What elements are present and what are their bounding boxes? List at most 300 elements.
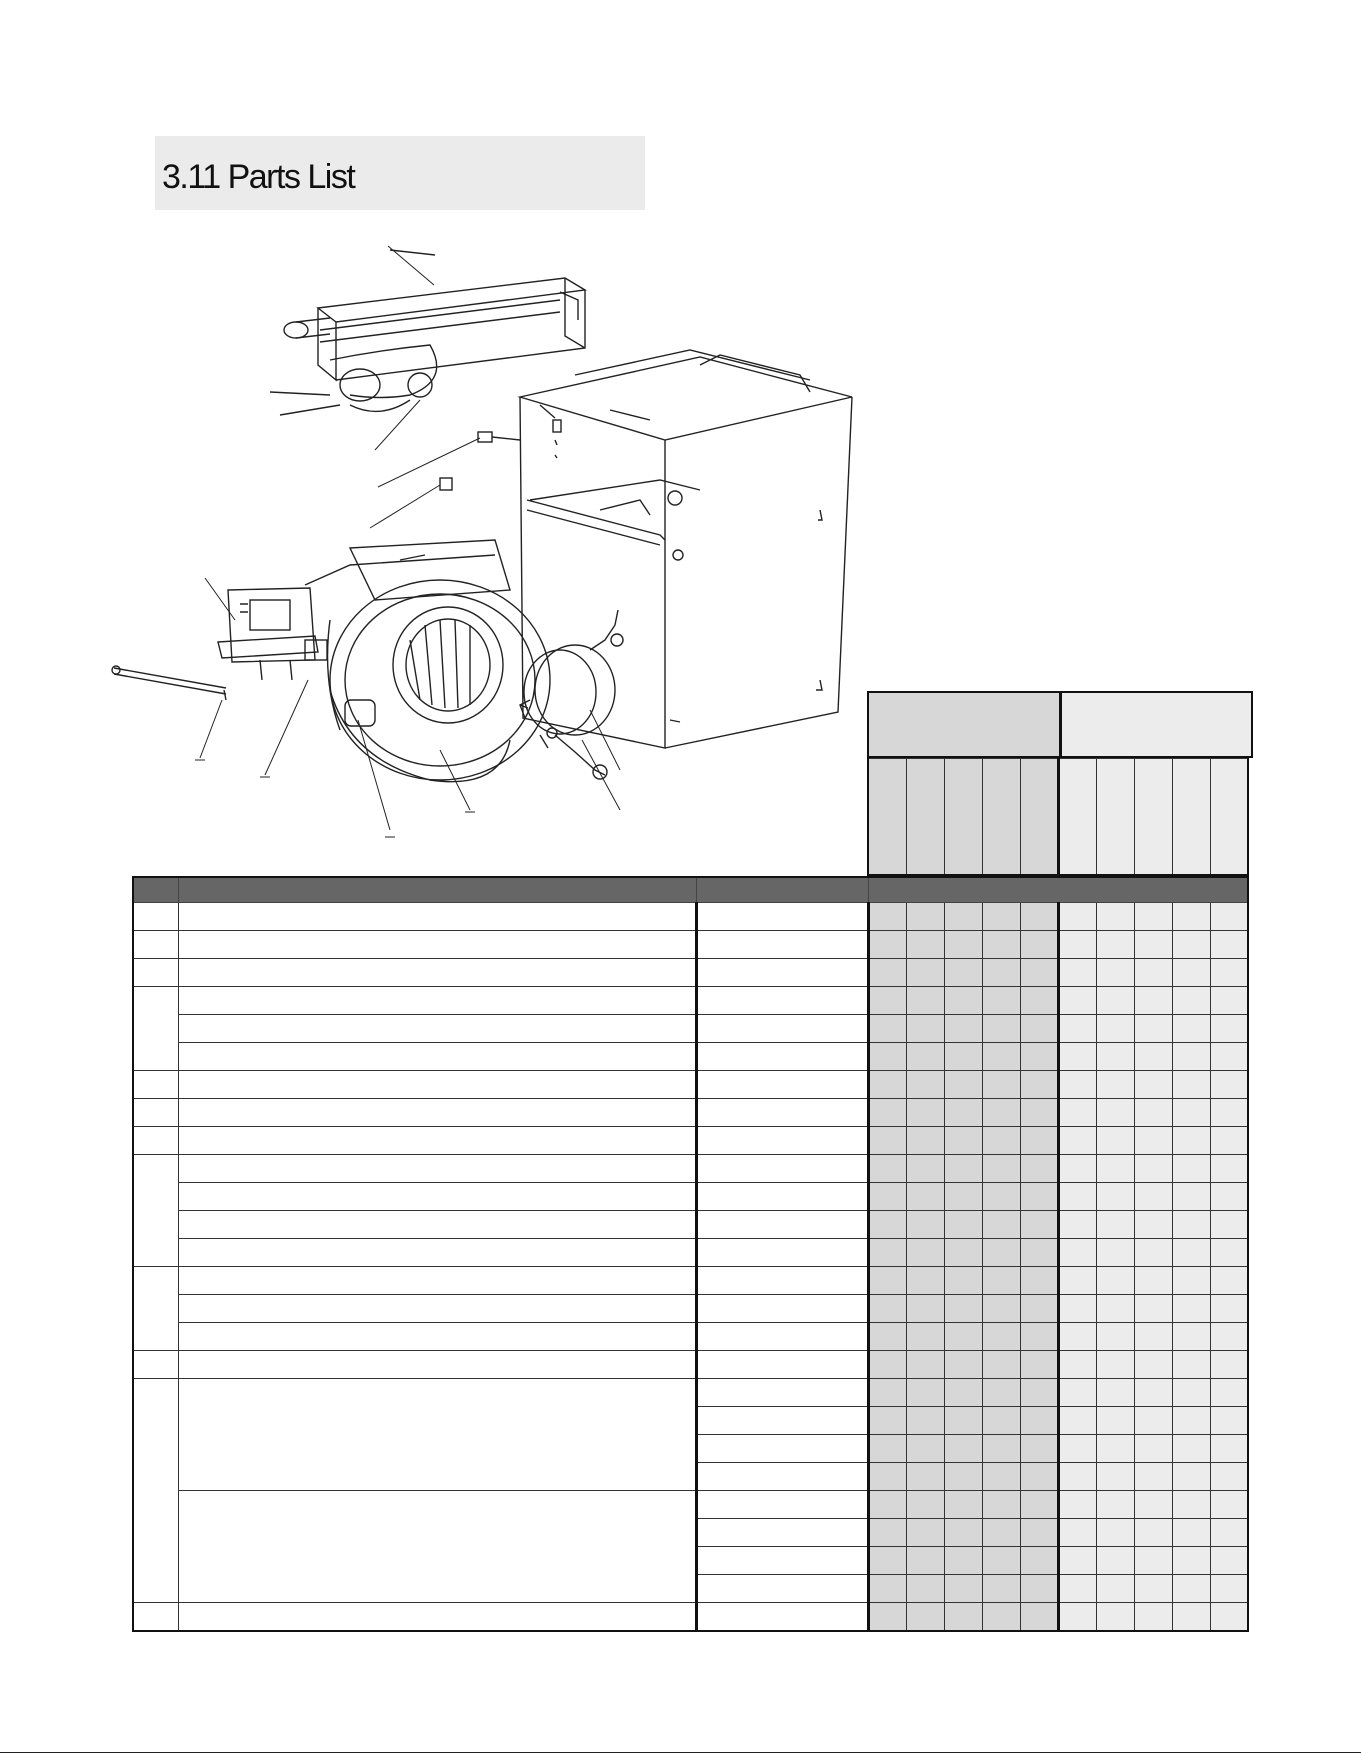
part-number-cell [696, 959, 868, 987]
model-cell [944, 1407, 982, 1435]
part-number-cell [696, 1071, 868, 1099]
part-number-cell [696, 1155, 868, 1183]
model-cell [1210, 903, 1248, 931]
description-cell [178, 1211, 696, 1239]
model-cell [1172, 1575, 1210, 1603]
part-number-cell [696, 1519, 868, 1547]
model-cell [1210, 1603, 1248, 1632]
model-cell [868, 1379, 906, 1407]
model-cell [1134, 1351, 1172, 1379]
part-number-cell [696, 1379, 868, 1407]
model-cell [1096, 1043, 1134, 1071]
model-cell [982, 1379, 1020, 1407]
model-cell [1058, 1463, 1096, 1491]
model-cell [1096, 1127, 1134, 1155]
model-column [1020, 759, 1058, 875]
model-cell [868, 931, 906, 959]
model-cell [1058, 1323, 1096, 1351]
model-cell [1172, 1211, 1210, 1239]
model-cell [1134, 959, 1172, 987]
model-cell [1096, 931, 1134, 959]
model-cell [1020, 987, 1058, 1015]
model-cell [982, 931, 1020, 959]
description-cell [178, 1491, 696, 1603]
model-cell [1210, 1435, 1248, 1463]
item-number-cell [133, 931, 178, 959]
model-cell [1134, 1519, 1172, 1547]
model-cell [1172, 959, 1210, 987]
model-cell [1134, 1491, 1172, 1519]
model-cell [944, 1547, 982, 1575]
part-number-cell [696, 1351, 868, 1379]
model-cell [944, 1295, 982, 1323]
model-cell [944, 1099, 982, 1127]
part-number-cell [696, 1043, 868, 1071]
model-cell [1020, 1183, 1058, 1211]
model-cell [1210, 1575, 1248, 1603]
model-cell [1058, 1043, 1096, 1071]
model-cell [1020, 1043, 1058, 1071]
item-number-cell [133, 903, 178, 931]
model-cell [982, 1575, 1020, 1603]
model-cell [982, 1407, 1020, 1435]
table-row [133, 1491, 1248, 1519]
model-cell [868, 1491, 906, 1519]
model-cell [906, 1603, 944, 1632]
model-cell [982, 1015, 1020, 1043]
model-cell [982, 1351, 1020, 1379]
model-cell [906, 1211, 944, 1239]
table-row [133, 1211, 1248, 1239]
table-row [133, 1155, 1248, 1183]
table-row [133, 1323, 1248, 1351]
model-cell [982, 1547, 1020, 1575]
part-number-cell [696, 1211, 868, 1239]
footer-rule [0, 1752, 1361, 1753]
model-cell [906, 1015, 944, 1043]
table-row [133, 1183, 1248, 1211]
model-cell [1134, 1603, 1172, 1632]
model-cell [982, 1071, 1020, 1099]
model-cell [982, 1603, 1020, 1632]
model-cell [1020, 1435, 1058, 1463]
model-cell [1020, 1519, 1058, 1547]
model-cell [944, 1603, 982, 1632]
model-cell [1134, 1071, 1172, 1099]
model-cell [1058, 1547, 1096, 1575]
model-cell [1210, 1211, 1248, 1239]
model-cell [868, 1519, 906, 1547]
model-cell [982, 987, 1020, 1015]
model-cell [944, 1379, 982, 1407]
model-cell [944, 1043, 982, 1071]
model-cell [1096, 1351, 1134, 1379]
model-cell [906, 1295, 944, 1323]
model-cell [1058, 1435, 1096, 1463]
table-row [133, 959, 1248, 987]
part-number-cell [696, 903, 868, 931]
model-cell [1210, 1351, 1248, 1379]
callout-leaders [195, 246, 620, 837]
item-number-cell [133, 1127, 178, 1155]
model-cell [1172, 1603, 1210, 1632]
part-number-cell [696, 1547, 868, 1575]
model-cell [868, 959, 906, 987]
model-cell [1096, 1239, 1134, 1267]
model-cell [1020, 1407, 1058, 1435]
description-cell [178, 1015, 696, 1043]
model-cell [906, 1351, 944, 1379]
model-cell [1210, 1043, 1248, 1071]
description-cell [178, 1267, 696, 1295]
part-number-cell [696, 1239, 868, 1267]
description-cell [178, 1239, 696, 1267]
model-cell [944, 959, 982, 987]
model-cell [1096, 1099, 1134, 1127]
control-box [218, 588, 327, 680]
model-column [982, 759, 1020, 875]
model-cell [1020, 1239, 1058, 1267]
evaporator-coil [270, 250, 585, 415]
model-cell [944, 1183, 982, 1211]
model-cell [868, 1127, 906, 1155]
model-cell [1134, 1379, 1172, 1407]
parts-list-table [132, 876, 1249, 1632]
model-cell [1096, 903, 1134, 931]
model-cell [1134, 1323, 1172, 1351]
model-cell [1172, 931, 1210, 959]
model-column [906, 759, 944, 875]
model-cell [868, 1435, 906, 1463]
part-number-cell [696, 1015, 868, 1043]
description-cell [178, 1351, 696, 1379]
table-row [133, 1015, 1248, 1043]
model-cell [1172, 1323, 1210, 1351]
part-number-cell [696, 987, 868, 1015]
model-column [944, 759, 982, 875]
part-number-cell [696, 1491, 868, 1519]
model-cell [1172, 1155, 1210, 1183]
model-cell [906, 959, 944, 987]
table-row [133, 1267, 1248, 1295]
model-cell [1058, 1519, 1096, 1547]
model-cell [1210, 1183, 1248, 1211]
model-cell [868, 1323, 906, 1351]
model-cell [1096, 1575, 1134, 1603]
model-cell [944, 1575, 982, 1603]
model-cell [1134, 987, 1172, 1015]
model-cell [1020, 1603, 1058, 1632]
model-cell [1172, 1099, 1210, 1127]
model-cell [1134, 1295, 1172, 1323]
model-cell [1172, 1239, 1210, 1267]
table-row [133, 1603, 1248, 1632]
model-cell [1172, 1463, 1210, 1491]
model-cell [982, 1295, 1020, 1323]
model-cell [982, 1519, 1020, 1547]
model-cell [1020, 1211, 1058, 1239]
table-row [133, 1099, 1248, 1127]
model-cell [944, 1211, 982, 1239]
model-cell [982, 1463, 1020, 1491]
description-cell [178, 1295, 696, 1323]
model-cell [944, 931, 982, 959]
table-row [133, 1379, 1248, 1407]
model-cell [1096, 1435, 1134, 1463]
model-cell [906, 1127, 944, 1155]
part-number-cell [696, 1127, 868, 1155]
item-number-cell [133, 1267, 178, 1351]
model-cell [1096, 1211, 1134, 1239]
model-cell [1210, 1519, 1248, 1547]
model-cell [1096, 1323, 1134, 1351]
model-cell [868, 1183, 906, 1211]
model-cell [944, 1071, 982, 1099]
header-models [868, 877, 1248, 903]
item-number-cell [133, 1071, 178, 1099]
model-cell [868, 1043, 906, 1071]
model-cell [1210, 1547, 1248, 1575]
model-cell [982, 959, 1020, 987]
model-cell [1210, 959, 1248, 987]
model-cell [1210, 1267, 1248, 1295]
model-cell [1020, 1379, 1058, 1407]
model-cell [1210, 1323, 1248, 1351]
model-cell [1058, 1155, 1096, 1183]
model-cell [1020, 1491, 1058, 1519]
model-cell [1058, 1379, 1096, 1407]
model-cell [982, 1211, 1020, 1239]
table-row [133, 1043, 1248, 1071]
model-cell [1096, 1491, 1134, 1519]
model-cell [1096, 1519, 1134, 1547]
model-cell [1134, 1463, 1172, 1491]
model-cell [1172, 1491, 1210, 1519]
model-cell [1020, 1295, 1058, 1323]
model-cell [1096, 987, 1134, 1015]
model-cell [982, 1099, 1020, 1127]
model-cell [1134, 1435, 1172, 1463]
table-row [133, 1295, 1248, 1323]
model-cell [1172, 1183, 1210, 1211]
model-cell [982, 1491, 1020, 1519]
model-column [1172, 759, 1210, 875]
model-cell [1058, 1127, 1096, 1155]
model-cell [868, 1071, 906, 1099]
model-cell [1210, 1295, 1248, 1323]
model-cell [1058, 1575, 1096, 1603]
model-column [1096, 759, 1134, 875]
model-cell [944, 1127, 982, 1155]
model-cell [868, 987, 906, 1015]
part-number-cell [696, 1295, 868, 1323]
model-cell [1134, 1127, 1172, 1155]
model-cell [1210, 1155, 1248, 1183]
description-cell [178, 1043, 696, 1071]
model-cell [1134, 1239, 1172, 1267]
model-cell [1020, 1323, 1058, 1351]
model-cell [1096, 959, 1134, 987]
model-cell [944, 1491, 982, 1519]
model-cell [906, 1323, 944, 1351]
model-cell [906, 1463, 944, 1491]
model-cell [982, 1155, 1020, 1183]
model-cell [1020, 1071, 1058, 1099]
model-cell [982, 1267, 1020, 1295]
model-cell [1172, 1407, 1210, 1435]
model-column [1134, 759, 1172, 875]
model-cell [1058, 959, 1096, 987]
model-cell [1134, 1043, 1172, 1071]
model-cell [906, 1547, 944, 1575]
model-cell [868, 1099, 906, 1127]
item-number-cell [133, 959, 178, 987]
model-cell [982, 1239, 1020, 1267]
model-cell [944, 903, 982, 931]
model-cell [906, 1519, 944, 1547]
model-cell [1096, 1603, 1134, 1632]
description-cell [178, 987, 696, 1015]
table-header-row [133, 877, 1248, 903]
model-cell [906, 931, 944, 959]
model-cell [982, 1127, 1020, 1155]
model-columns-header [867, 691, 1253, 758]
model-cell [906, 1267, 944, 1295]
model-cell [1172, 1015, 1210, 1043]
model-cell [906, 1099, 944, 1127]
model-cell [1020, 1155, 1058, 1183]
model-cell [1020, 959, 1058, 987]
model-cell [868, 903, 906, 931]
model-cell [1058, 1239, 1096, 1267]
model-cell [868, 1351, 906, 1379]
model-cell [1058, 1295, 1096, 1323]
description-cell [178, 1127, 696, 1155]
part-number-cell [696, 1463, 868, 1491]
model-cell [982, 1435, 1020, 1463]
model-cell [906, 1575, 944, 1603]
model-cell [944, 987, 982, 1015]
blower-motor [520, 610, 623, 779]
item-number-cell [133, 1099, 178, 1127]
model-cell [1020, 1547, 1058, 1575]
model-cell [1096, 1295, 1134, 1323]
model-columns-subheader [867, 758, 1249, 876]
model-cell [868, 1015, 906, 1043]
model-cell [1172, 1519, 1210, 1547]
description-cell [178, 1099, 696, 1127]
part-number-cell [696, 1099, 868, 1127]
model-cell [1020, 1351, 1058, 1379]
model-cell [868, 1295, 906, 1323]
model-cell [1134, 1183, 1172, 1211]
model-cell [868, 1603, 906, 1632]
model-cell [1172, 1043, 1210, 1071]
model-cell [944, 1323, 982, 1351]
model-cell [1134, 931, 1172, 959]
item-number-cell [133, 1603, 178, 1632]
model-cell [1020, 903, 1058, 931]
description-cell [178, 1183, 696, 1211]
model-cell [1134, 1575, 1172, 1603]
part-number-cell [696, 1183, 868, 1211]
model-cell [906, 1407, 944, 1435]
model-cell [868, 1155, 906, 1183]
model-cell [1210, 1127, 1248, 1155]
item-number-cell [133, 987, 178, 1071]
item-number-cell [133, 1155, 178, 1267]
model-group-b-header [1060, 692, 1252, 757]
model-cell [1058, 1603, 1096, 1632]
header-description [178, 877, 696, 903]
description-cell [178, 1323, 696, 1351]
model-cell [1134, 1267, 1172, 1295]
model-cell [1058, 1267, 1096, 1295]
model-cell [1210, 1463, 1248, 1491]
model-cell [1210, 987, 1248, 1015]
model-cell [1134, 1155, 1172, 1183]
part-number-cell [696, 1267, 868, 1295]
model-cell [1134, 1547, 1172, 1575]
model-cell [1058, 987, 1096, 1015]
model-cell [1096, 1155, 1134, 1183]
description-cell [178, 1071, 696, 1099]
model-cell [906, 1491, 944, 1519]
model-cell [944, 1267, 982, 1295]
table-row [133, 987, 1248, 1015]
model-cell [1020, 1015, 1058, 1043]
model-cell [868, 1547, 906, 1575]
model-cell [906, 1435, 944, 1463]
part-number-cell [696, 1435, 868, 1463]
model-cell [1058, 1071, 1096, 1099]
model-cell [944, 1351, 982, 1379]
table-row [133, 903, 1248, 931]
item-number-cell [133, 1379, 178, 1603]
model-cell [1134, 1099, 1172, 1127]
model-column [1210, 759, 1248, 875]
model-cell [1172, 1127, 1210, 1155]
model-column [1058, 759, 1096, 875]
description-cell [178, 931, 696, 959]
model-cell [1058, 1099, 1096, 1127]
model-cell [1096, 1463, 1134, 1491]
part-number-cell [696, 931, 868, 959]
part-number-cell [696, 1407, 868, 1435]
model-cell [1210, 1071, 1248, 1099]
model-cell [1172, 1071, 1210, 1099]
table-row [133, 1127, 1248, 1155]
header-part-number [696, 877, 868, 903]
model-column [868, 759, 906, 875]
model-cell [906, 1183, 944, 1211]
model-cell [1210, 1491, 1248, 1519]
model-group-a-header [868, 692, 1060, 757]
part-number-cell [696, 1323, 868, 1351]
model-cell [1096, 1015, 1134, 1043]
model-cell [1172, 1267, 1210, 1295]
model-cell [944, 1435, 982, 1463]
model-cell [868, 1407, 906, 1435]
model-cell [1210, 1099, 1248, 1127]
description-cell [178, 1379, 696, 1491]
model-cell [1210, 1015, 1248, 1043]
model-cell [1172, 987, 1210, 1015]
model-cell [1096, 1379, 1134, 1407]
model-cell [982, 1183, 1020, 1211]
description-cell [178, 903, 696, 931]
model-cell [944, 1463, 982, 1491]
